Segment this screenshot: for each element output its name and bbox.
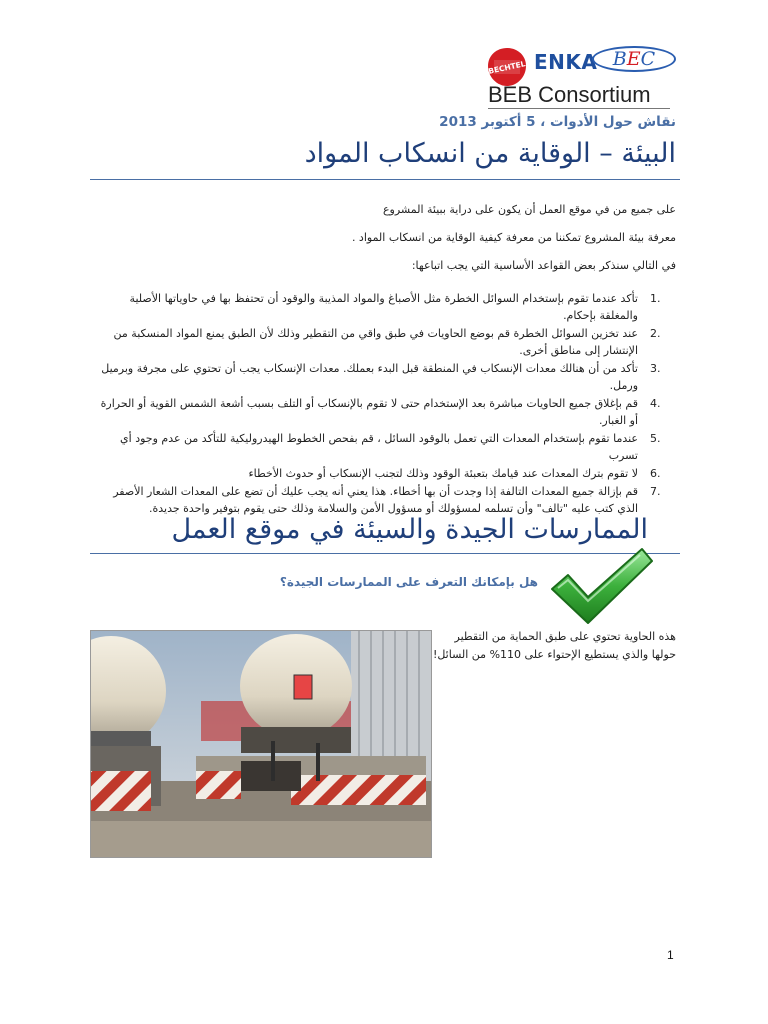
intro-paragraph-1: على جميع من في موقع العمل أن يكون على دراية ببيئة المشروع	[382, 203, 676, 216]
list-text: عند تخزين السوائل الخطرة قم بوضع الحاويات في طبق واقي من التقطير وذلك لأن الطبق يمنع المواد المنسكبة من الإنتشار إلى مناطق أخرى.	[113, 327, 638, 357]
rules-list	[91, 290, 676, 518]
list-number: 7.	[650, 485, 661, 498]
green-checkmark-icon	[548, 545, 654, 625]
list-item	[91, 325, 676, 359]
document-subtitle: نقاش حول الأدوات ، 5 أكتوبر 2013	[439, 114, 676, 130]
section-title: الممارسات الجيدة والسيئة في موقع العمل	[171, 514, 648, 545]
bec-logo: BEC	[592, 46, 676, 72]
list-number: 6.	[650, 467, 661, 480]
list-text: تأكد من أن هنالك معدات الإنسكاب في المنطقة قبل البدء بعملك. معدات الإنسكاب يجب أن تحتوي على مجرفة وبرميل ورمل.	[101, 362, 638, 392]
list-item	[91, 483, 676, 517]
tank-photo-illustration	[91, 631, 431, 857]
list-text: قم بإغلاق جميع الحاويات مباشرة بعد الإستخدام حتى لا تقوم بالإنسكاب أو التلف بسبب أشعة الشمس القوية أو الحرارة أو الغبار.	[100, 397, 638, 427]
list-item	[91, 360, 676, 394]
list-number: 5.	[650, 432, 661, 445]
company-logo	[480, 42, 680, 114]
list-number: 3.	[650, 362, 661, 375]
list-number: 4.	[650, 397, 661, 410]
list-item	[91, 430, 676, 464]
list-text: عندما تقوم بإستخدام المعدات التي تعمل بالوقود السائل ، قم بفحص الخطوط الهيدروليكية للتأكد من عدم وجود أي تسرب	[120, 432, 638, 462]
list-item	[91, 395, 676, 429]
list-text: تأكد عندما تقوم بإستخدام السوائل الخطرة مثل الأصباغ والمواد المذيبة والوقود أن تحتفظ بها في حاوياتها الأصلية والمغلقة بإحكام.	[129, 292, 638, 322]
intro-paragraph-3: في التالي سنذكر بعض القواعد الأساسية التي يجب اتباعها:	[411, 259, 676, 272]
list-text: لا تقوم بترك المعدات عند قيامك بتعبئة الوقود وذلك لتجنب الإنسكاب أو حدوث الأخطاء	[248, 467, 638, 480]
list-item	[91, 465, 676, 482]
title-divider	[90, 179, 680, 180]
intro-paragraph-2: معرفة بيئة المشروع تمكننا من معرفة كيفية الوقاية من انسكاب المواد .	[351, 231, 676, 244]
photo-fuel-tank-drip-tray	[90, 630, 432, 858]
list-number: 2.	[650, 327, 661, 340]
list-number: 1.	[650, 292, 661, 305]
header-divider	[488, 108, 670, 109]
section-question: هل بإمكانك التعرف على الممارسات الجيدة؟	[279, 575, 538, 589]
page-title: البيئة – الوقاية من انسكاب المواد	[304, 138, 676, 169]
list-item	[91, 290, 676, 324]
photo-caption: هذه الحاوية تحتوي على طبق الحماية من التقطير حولها والذي يستطيع الإحتواء على 110% من السائل!	[432, 630, 676, 661]
page-number: 1	[667, 948, 674, 962]
list-text: قم بإزالة جميع المعدات التالفة إذا وجدت أن بها أخطاء. هذا يعني أنه يجب عليك أن تضع على المعدات الشعار الأصفر الذي كتب عليه "تالف" وأن تسلمه لمسؤولك أو مسؤول الأمن والسلامة وذلك حتى يقوم بتوفير واحدة جديدة.	[113, 485, 638, 515]
svg-text:BECHTEL: BECHTEL	[487, 59, 527, 76]
consortium-name: BEB Consortium	[488, 82, 651, 107]
enka-logo-text: ENKA	[534, 50, 598, 74]
